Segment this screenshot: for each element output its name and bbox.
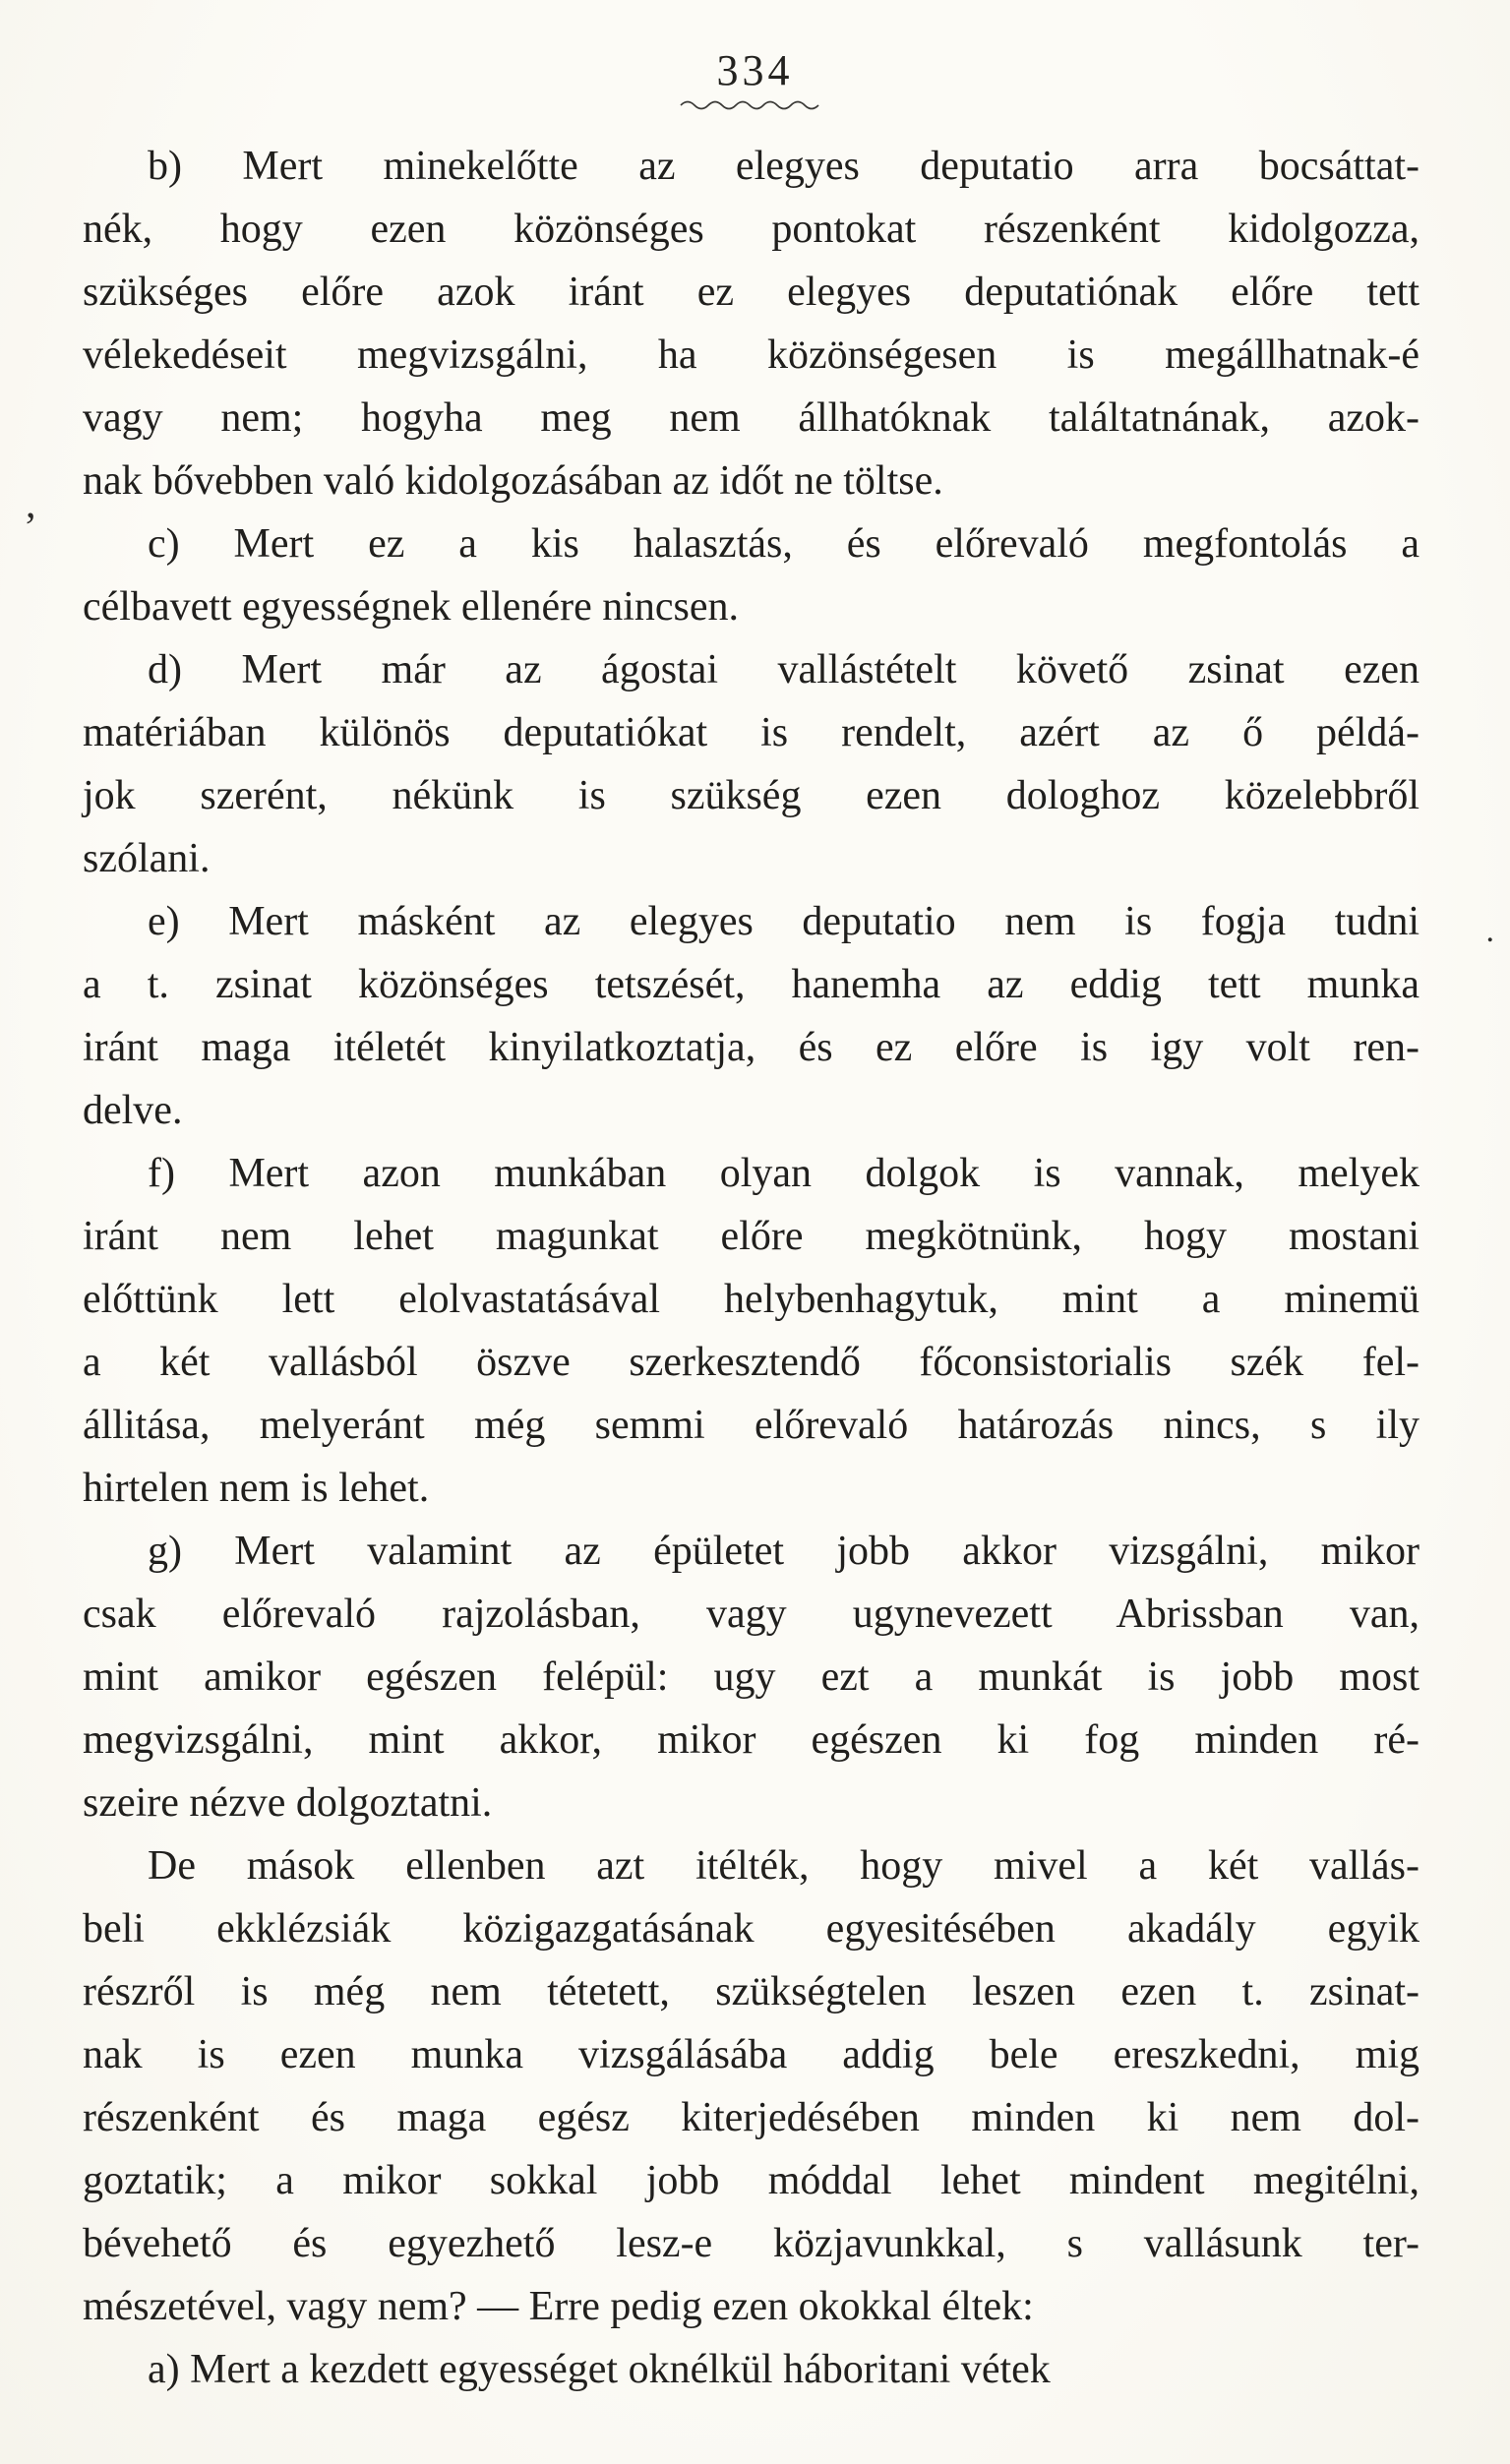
text-line: iránt maga itéletét kinyilatkoztatja, és ez előre is igy volt ren- [83, 1025, 1419, 1070]
text-line: vélekedéseit megvizsgálni, ha közönségesen is megállhatnak-é [83, 332, 1419, 378]
text-line: iránt nem lehet magunkat előre megkötnünk, hogy mostani [83, 1214, 1419, 1259]
page-header [0, 0, 1510, 111]
text-line: nak bővebben való kidolgozásában az időt ne töltse. [83, 458, 943, 504]
margin-ink-mark-right: . [1485, 913, 1494, 949]
text-line: mint amikor egészen felépül: ugy ezt a munkát is jobb most [83, 1654, 1419, 1700]
text-line: f) Mert azon munkában olyan dolgok is vannak, melyek [148, 1151, 1419, 1196]
text-line: beli ekklézsiák közigazgatásának egyesitésében akadály egyik [83, 1906, 1419, 1952]
text-line: hirtelen nem is lehet. [83, 1466, 430, 1511]
text-line: a) Mert a kezdett egyességet oknélkül háboritani vétek [148, 2347, 1051, 2392]
text-line: a két vallásból öszve szerkesztendő főconsistorialis szék fel- [83, 1340, 1419, 1385]
text-line: d) Mert már az ágostai vallástételt követő zsinat ezen [148, 647, 1419, 692]
text-line: nak is ezen munka vizsgálásába addig bele ereszkedni, mig [83, 2032, 1419, 2077]
body-text [0, 111, 1510, 2401]
text-line: mészetével, vagy nem? — Erre pedig ezen okokkal éltek: [83, 2284, 1034, 2329]
text-line: vagy nem; hogyha meg nem állhatóknak találtatnának, azok- [83, 395, 1419, 441]
text-line: szeire nézve dolgoztatni. [83, 1780, 493, 1826]
text-line: b) Mert minekelőtte az elegyes deputatio arra bocsáttat- [148, 144, 1419, 189]
text-line: csak előrevaló rajzolásban, vagy ugynevezett Abrissban van, [83, 1592, 1419, 1637]
text-line: bévehető és egyezhető lesz-e közjavunkkal, s vallásunk ter- [83, 2221, 1419, 2266]
margin-ink-mark-left: , [26, 482, 36, 527]
text-line: célbavett egyességnek ellenére nincsen. [83, 584, 740, 630]
text-line: g) Mert valamint az épületet jobb akkor vizsgálni, mikor [148, 1529, 1419, 1574]
text-line: matériában különös deputatiókat is rendelt, azért az ő példá- [83, 710, 1419, 755]
text-line: szükséges előre azok iránt ez elegyes deputatiónak előre tett [83, 270, 1419, 315]
text-line: e) Mert másként az elegyes deputatio nem is fogja tudni [148, 899, 1419, 944]
page-number: 334 [716, 46, 794, 94]
text-line: c) Mert ez a kis halasztás, és előrevaló megfontolás a [148, 521, 1419, 567]
text-line: előttünk lett elolvastatásával helybenhagytuk, mint a minemü [83, 1277, 1419, 1322]
text-line: goztatik; a mikor sokkal jobb móddal lehet mindent megitélni, [83, 2158, 1419, 2203]
text-line: jok szerént, nékünk is szükség ezen dologhoz közelebbről [83, 773, 1419, 818]
text-line: szólani. [83, 836, 211, 881]
text-line: állitása, melyeránt még semmi előrevaló határozás nincs, s ily [83, 1403, 1419, 1448]
text-line: De mások ellenben azt itélték, hogy mivel a két vallás- [148, 1843, 1419, 1889]
text-line: részenként és maga egész kiterjedésében minden ki nem dol- [83, 2095, 1419, 2140]
text-line: nék, hogy ezen közönséges pontokat részenként kidolgozza, [83, 207, 1419, 252]
text-line: megvizsgálni, mint akkor, mikor egészen ki fog minden ré- [83, 1717, 1419, 1763]
text-line: a t. zsinat közönséges tetszését, hanemha az eddig tett munka [83, 962, 1419, 1007]
page-number-underline-squiggle [679, 99, 832, 111]
text-line: delve. [83, 1088, 183, 1133]
text-line: részről is még nem tétetett, szükségtelen leszen ezen t. zsinat- [83, 1969, 1419, 2014]
